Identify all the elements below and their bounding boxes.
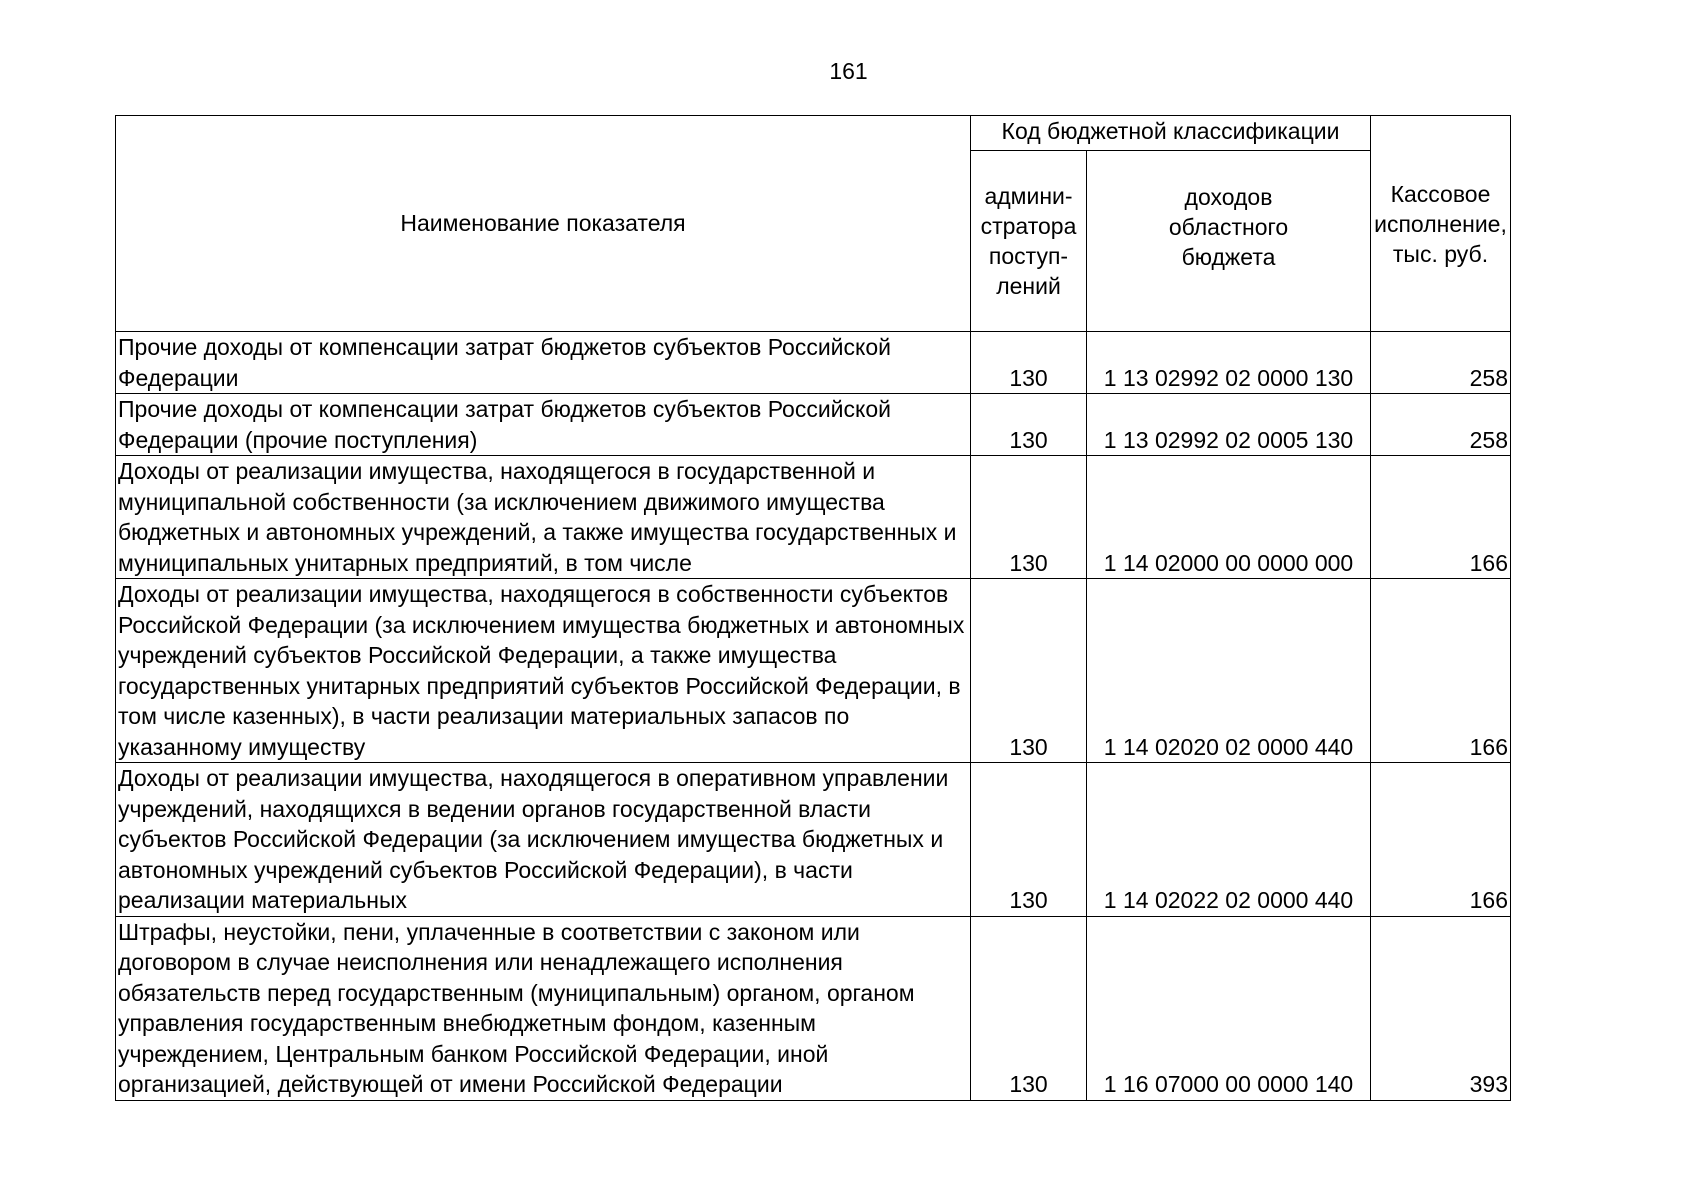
table-row xyxy=(116,916,1511,1100)
header-kassa-line: Кассовое xyxy=(1390,180,1491,207)
table-row xyxy=(116,579,1511,763)
header-kassa-line: тыс. руб. xyxy=(1392,240,1489,267)
row-budget-code: 1 14 02020 02 0000 440 xyxy=(1087,579,1371,763)
row-budget-code: 1 13 02992 02 0000 130 xyxy=(1087,332,1371,394)
row-amount: 166 xyxy=(1371,456,1511,579)
header-income xyxy=(1087,151,1371,332)
row-name: Доходы от реализации имущества, находящегося в государственной и муниципальной собственности (за исключением движимого имущества бюджетных и автономных учреждений, а также имущества государственных и муниципальных унитарных предприятий, в том числе xyxy=(116,456,971,579)
table-row xyxy=(116,763,1511,917)
table-row xyxy=(116,332,1511,394)
header-income-line: доходов xyxy=(1184,184,1273,210)
row-admin-code: 130 xyxy=(971,916,1087,1100)
row-amount: 393 xyxy=(1371,916,1511,1100)
row-name: Прочие доходы от компенсации затрат бюджетов субъектов Российской Федерации (прочие поступления) xyxy=(116,394,971,456)
header-admin-line: стратора xyxy=(980,213,1077,239)
header-code-group: Код бюджетной классификации xyxy=(971,116,1371,151)
row-budget-code: 1 16 07000 00 0000 140 xyxy=(1087,916,1371,1100)
row-name: Доходы от реализации имущества, находящегося в оперативном управлении учреждений, находящихся в ведении органов государственной власти субъектов Российской Федерации (за исключением имущества бюджетных и автономных учреждений субъектов Российской Федерации), в части реализации материальных xyxy=(116,763,971,917)
row-admin-code: 130 xyxy=(971,579,1087,763)
table-row xyxy=(116,456,1511,579)
row-name: Прочие доходы от компенсации затрат бюджетов субъектов Российской Федерации xyxy=(116,332,971,394)
header-kassa-line: исполнение, xyxy=(1374,210,1507,237)
row-admin-code: 130 xyxy=(971,394,1087,456)
row-amount: 258 xyxy=(1371,332,1511,394)
row-budget-code: 1 13 02992 02 0005 130 xyxy=(1087,394,1371,456)
row-amount: 166 xyxy=(1371,579,1511,763)
row-amount: 166 xyxy=(1371,763,1511,917)
row-budget-code: 1 14 02022 02 0000 440 xyxy=(1087,763,1371,917)
header-name: Наименование показателя xyxy=(116,116,971,332)
row-name: Штрафы, неустойки, пени, уплаченные в соответствии с законом или договором в случае неисполнения или ненадлежащего исполнения обязательств перед государственным (муниципальным) органом, органом управления государственным внебюджетным фондом, казенным учреждением, Центральным банком Российской Федерации, иной организацией, действующей от имени Российской Федерации xyxy=(116,916,971,1100)
row-budget-code: 1 14 02000 00 0000 000 xyxy=(1087,456,1371,579)
header-admin-line: поступ- xyxy=(988,243,1069,269)
page-number: 161 xyxy=(829,58,868,84)
row-admin-code: 130 xyxy=(971,332,1087,394)
table-row xyxy=(116,394,1511,456)
header-kassa xyxy=(1371,116,1511,332)
row-name: Доходы от реализации имущества, находящегося в собственности субъектов Российской Федерации (за исключением имущества бюджетных и автономных учреждений субъектов Российской Федерации, а также имущества государственных унитарных предприятий субъектов Российской Федерации, в том числе казенных), в части реализации материальных запасов по указанному имуществу xyxy=(116,579,971,763)
budget-table xyxy=(115,115,1511,1101)
row-admin-code: 130 xyxy=(971,763,1087,917)
header-income-line: бюджета xyxy=(1181,244,1276,270)
header-admin-line: админи- xyxy=(984,183,1073,209)
header-admin xyxy=(971,151,1087,332)
header-income-line: областного xyxy=(1168,214,1289,240)
row-amount: 258 xyxy=(1371,394,1511,456)
header-admin-line: лений xyxy=(996,273,1061,299)
row-admin-code: 130 xyxy=(971,456,1087,579)
